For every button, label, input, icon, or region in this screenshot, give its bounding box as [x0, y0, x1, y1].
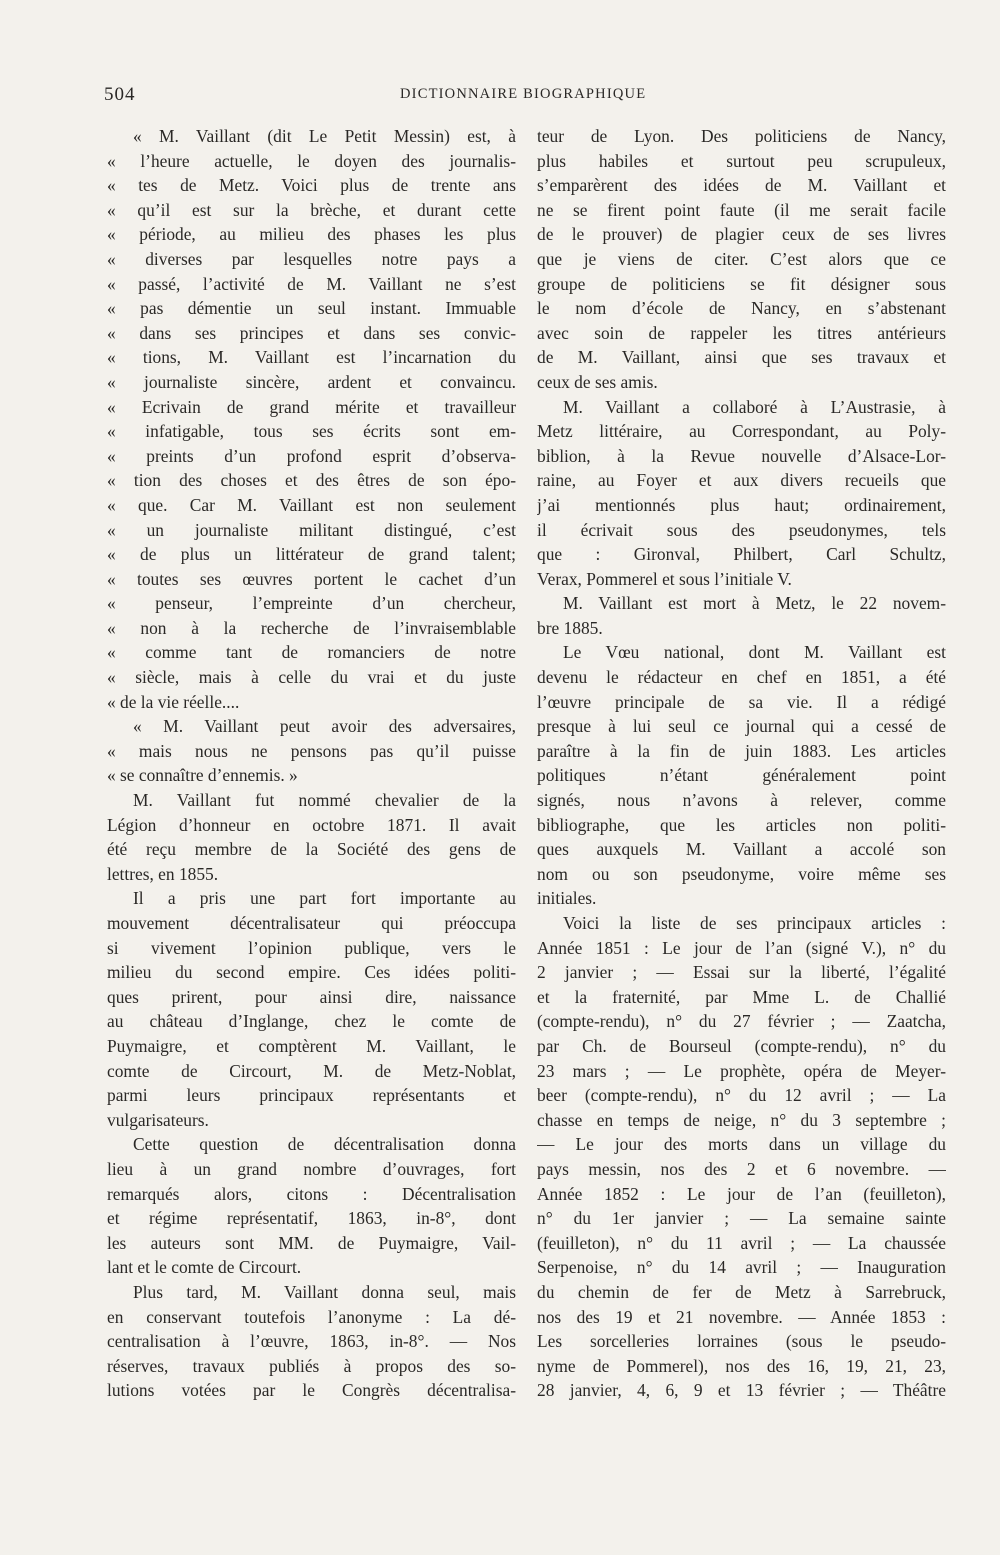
left-column-line: « non à la recherche de l’invraisemblable: [107, 617, 516, 638]
page-number: 504: [104, 84, 136, 105]
right-column-line: 23 mars ; — Le prophète, opéra de Meyer-: [537, 1060, 946, 1081]
right-column-line: j’ai mentionnés plus haut; ordinairement,: [537, 494, 946, 515]
left-column-line: « qu’il est sur la brèche, et durant cette: [107, 199, 516, 220]
right-column-line: 28 janvier, 4, 6, 9 et 13 février ; — Théâtre: [537, 1380, 946, 1401]
left-column-line: « mais nous ne pensons pas qu’il puisse: [107, 740, 516, 761]
left-column-line: lettres, en 1855.: [107, 863, 219, 884]
right-column-line: initiales.: [537, 888, 597, 909]
right-column-line: nom ou son pseudonyme, voire même ses: [537, 863, 946, 884]
right-column-line: devenu le rédacteur en chef en 1851, a été: [537, 667, 946, 688]
left-column-line: M. Vaillant fut nommé chevalier de la: [133, 790, 516, 811]
right-column-line: politiques n’étant généralement point: [537, 765, 946, 786]
running-title: DICTIONNAIRE BIOGRAPHIQUE: [400, 86, 647, 102]
right-column-line: chasse en temps de neige, n° du 3 septembre ;: [537, 1109, 946, 1130]
right-column-line: et la fraternité, par Mme L. de Challié: [537, 986, 946, 1007]
left-column-line: « comme tant de romanciers de notre: [107, 642, 516, 663]
right-column-line: 2 janvier ; — Essai sur la liberté, l’égalité: [537, 962, 946, 983]
left-column-line: « M. Vaillant (dit Le Petit Messin) est, à: [133, 126, 516, 146]
right-column-line: du chemin de fer de Metz à Sarrebruck,: [537, 1281, 946, 1302]
left-column-line: au château d’Inglange, chez le comte de: [107, 1011, 516, 1032]
right-column-line: M. Vaillant a collaboré à L’Austrasie, à: [563, 396, 946, 417]
left-column-line: « dans ses principes et dans ses convic-: [107, 322, 516, 343]
left-column-line: « l’heure actuelle, le doyen des journalis-: [107, 150, 516, 171]
right-column-line: (feuilleton), n° du 11 avril ; — La chaussée: [537, 1232, 946, 1253]
right-column-line: Le Vœu national, dont M. Vaillant est: [563, 642, 946, 663]
left-column-line: Il a pris une part fort importante au: [133, 888, 516, 909]
right-column-line: signés, nous n’avons à relever, comme: [537, 790, 946, 811]
left-column-line: « tion des choses et des êtres de son épo-: [107, 470, 516, 491]
right-column-line: raine, au Foyer et aux divers recueils que: [537, 470, 946, 491]
left-column: [107, 124, 516, 1403]
left-column-line: « pas démentie un seul instant. Immuable: [107, 298, 516, 319]
right-column-line: par Ch. de Bourseul (compte-rendu), n° du: [537, 1035, 946, 1056]
left-column-line: lieu à un grand nombre d’ouvrages, fort: [107, 1158, 516, 1179]
left-column-line: Puymaigre, et comptèrent M. Vaillant, le: [107, 1035, 516, 1056]
right-column-line: ques auxquels M. Vaillant a accolé son: [537, 839, 946, 860]
right-column-line: le nom d’école de Nancy, en s’abstenant: [537, 298, 946, 319]
left-column-line: « siècle, mais à celle du vrai et du juste: [107, 667, 516, 688]
right-column-line: M. Vaillant est mort à Metz, le 22 novem-: [563, 593, 946, 614]
left-column-line: « diverses par lesquelles notre pays a: [107, 248, 516, 269]
left-column-line: « tions, M. Vaillant est l’incarnation du: [107, 347, 516, 368]
left-column-line: « penseur, l’empreinte d’un chercheur,: [107, 593, 516, 614]
running-head: [104, 84, 944, 110]
left-column-line: vulgarisateurs.: [107, 1109, 209, 1130]
right-column-line: bre 1885.: [537, 617, 603, 638]
left-column-line: « tes de Metz. Voici plus de trente ans: [107, 175, 516, 196]
left-column-line: « infatigable, tous ses écrits sont em-: [107, 421, 516, 442]
right-column-line: l’œuvre principale de sa vie. Il a rédigé: [537, 691, 946, 712]
left-column-line: lutions votées par le Congrès décentralisa-: [107, 1380, 516, 1401]
right-column-line: groupe de politiciens se fit désigner sous: [537, 273, 946, 294]
left-column-line: « toutes ses œuvres portent le cachet d’un: [107, 568, 516, 589]
left-column-line: Cette question de décentralisation donna: [133, 1134, 516, 1155]
left-column-line: Légion d’honneur en octobre 1871. Il avait: [107, 814, 516, 835]
left-column-line: lant et le comte de Circourt.: [107, 1257, 302, 1278]
left-column-line: « se connaître d’ennemis. »: [107, 765, 298, 786]
right-column-line: nyme de Pommerel), nos des 16, 19, 21, 23,: [537, 1355, 946, 1376]
left-column-line: comte de Circourt, M. de Metz-Noblat,: [107, 1060, 516, 1081]
left-column-line: « preints d’un profond esprit d’observa-: [107, 445, 516, 466]
left-column-line: « journaliste sincère, ardent et convaincu.: [107, 371, 516, 392]
right-column-line: Les sorcelleries lorraines (sous le pseudo-: [537, 1331, 946, 1352]
right-column-line: ceux de ses amis.: [537, 371, 658, 392]
left-column-line: « passé, l’activité de M. Vaillant ne s’est: [107, 273, 516, 294]
right-column-line: de le prouver) de plagier ceux de ses livres: [537, 224, 946, 245]
right-column-line: pays messin, nos des 2 et 6 novembre. —: [537, 1158, 946, 1179]
right-column-line: Année 1851 : Le jour de l’an (signé V.), n° du: [537, 937, 946, 958]
left-column-line: si vivement l’opinion publique, vers le: [107, 937, 516, 958]
left-column-line: les auteurs sont MM. de Puymaigre, Vail-: [107, 1232, 516, 1253]
left-column-line: et régime représentatif, 1863, in-8°, dont: [107, 1208, 516, 1229]
right-column-line: avec soin de rappeler les titres antérieurs: [537, 322, 946, 343]
right-column-line: presque à lui seul ce journal qui a cessé de: [537, 716, 946, 737]
left-column-line: « de la vie réelle....: [107, 691, 240, 712]
right-column-line: beer (compte-rendu), n° du 12 avril ; — La: [537, 1085, 946, 1106]
left-column-line: milieu du second empire. Ces idées politi-: [107, 962, 516, 983]
right-column-line: que : Gironval, Philbert, Carl Schultz,: [537, 544, 946, 565]
right-column-line: s’emparèrent des idées de M. Vaillant et: [537, 175, 946, 196]
right-column-line: n° du 1er janvier ; — La semaine sainte: [537, 1208, 946, 1229]
right-column-line: Voici la liste de ses principaux articles :: [563, 913, 946, 933]
left-column-line: parmi leurs principaux représentants et: [107, 1085, 516, 1106]
right-column-line: biblion, à la Revue nouvelle d’Alsace-Lor-: [537, 445, 946, 466]
left-column-line: « un journaliste militant distingué, c’est: [107, 519, 516, 540]
left-column-line: en conservant toutefois l’anonyme : La dé-: [107, 1306, 516, 1327]
left-column-line: « Ecrivain de grand mérite et travailleur: [107, 396, 516, 417]
left-column-line: centralisation à l’œuvre, 1863, in-8°. — Nos: [107, 1331, 516, 1352]
right-column-line: teur de Lyon. Des politiciens de Nancy,: [537, 126, 946, 146]
right-column: [537, 124, 946, 1403]
right-column-line: Verax, Pommerel et sous l’initiale V.: [537, 568, 792, 589]
right-column-line: nos des 19 et 21 novembre. — Année 1853 :: [537, 1306, 946, 1327]
right-column-line: plus habiles et surtout peu scrupuleux,: [537, 150, 946, 171]
left-column-line: ques prirent, pour ainsi dire, naissance: [107, 986, 516, 1007]
left-column-line: « que. Car M. Vaillant est non seulement: [107, 494, 516, 515]
right-column-line: ne se firent point faute (il me serait facile: [537, 199, 946, 220]
left-column-line: « M. Vaillant peut avoir des adversaires,: [133, 716, 516, 737]
right-column-line: il écrivait sous des pseudonymes, tels: [537, 519, 946, 540]
left-column-line: « de plus un littérateur de grand talent;: [107, 544, 516, 565]
left-column-line: « période, au milieu des phases les plus: [107, 224, 516, 245]
right-column-line: paraître à la fin de juin 1883. Les articles: [537, 740, 946, 761]
left-column-line: Plus tard, M. Vaillant donna seul, mais: [133, 1281, 516, 1302]
left-column-line: réserves, travaux publiés à propos des so-: [107, 1355, 516, 1376]
right-column-line: Metz littéraire, au Correspondant, au Poly-: [537, 421, 946, 442]
right-column-line: (compte-rendu), n° du 27 février ; — Zaatcha,: [537, 1011, 946, 1032]
right-column-line: que je viens de citer. C’est alors que ce: [537, 248, 946, 269]
right-column-line: Année 1852 : Le jour de l’an (feuilleton),: [537, 1183, 946, 1204]
right-column-line: Serpenoise, n° du 14 avril ; — Inauguration: [537, 1257, 946, 1278]
left-column-line: mouvement décentralisateur qui préoccupa: [107, 913, 516, 933]
left-column-line: remarqués alors, citons : Décentralisation: [107, 1183, 516, 1204]
left-column-line: été reçu membre de la Société des gens de: [107, 839, 516, 860]
right-column-line: bibliographe, que les articles non politi-: [537, 814, 946, 835]
right-column-line: de M. Vaillant, ainsi que ses travaux et: [537, 347, 946, 368]
right-column-line: — Le jour des morts dans un village du: [537, 1134, 946, 1155]
